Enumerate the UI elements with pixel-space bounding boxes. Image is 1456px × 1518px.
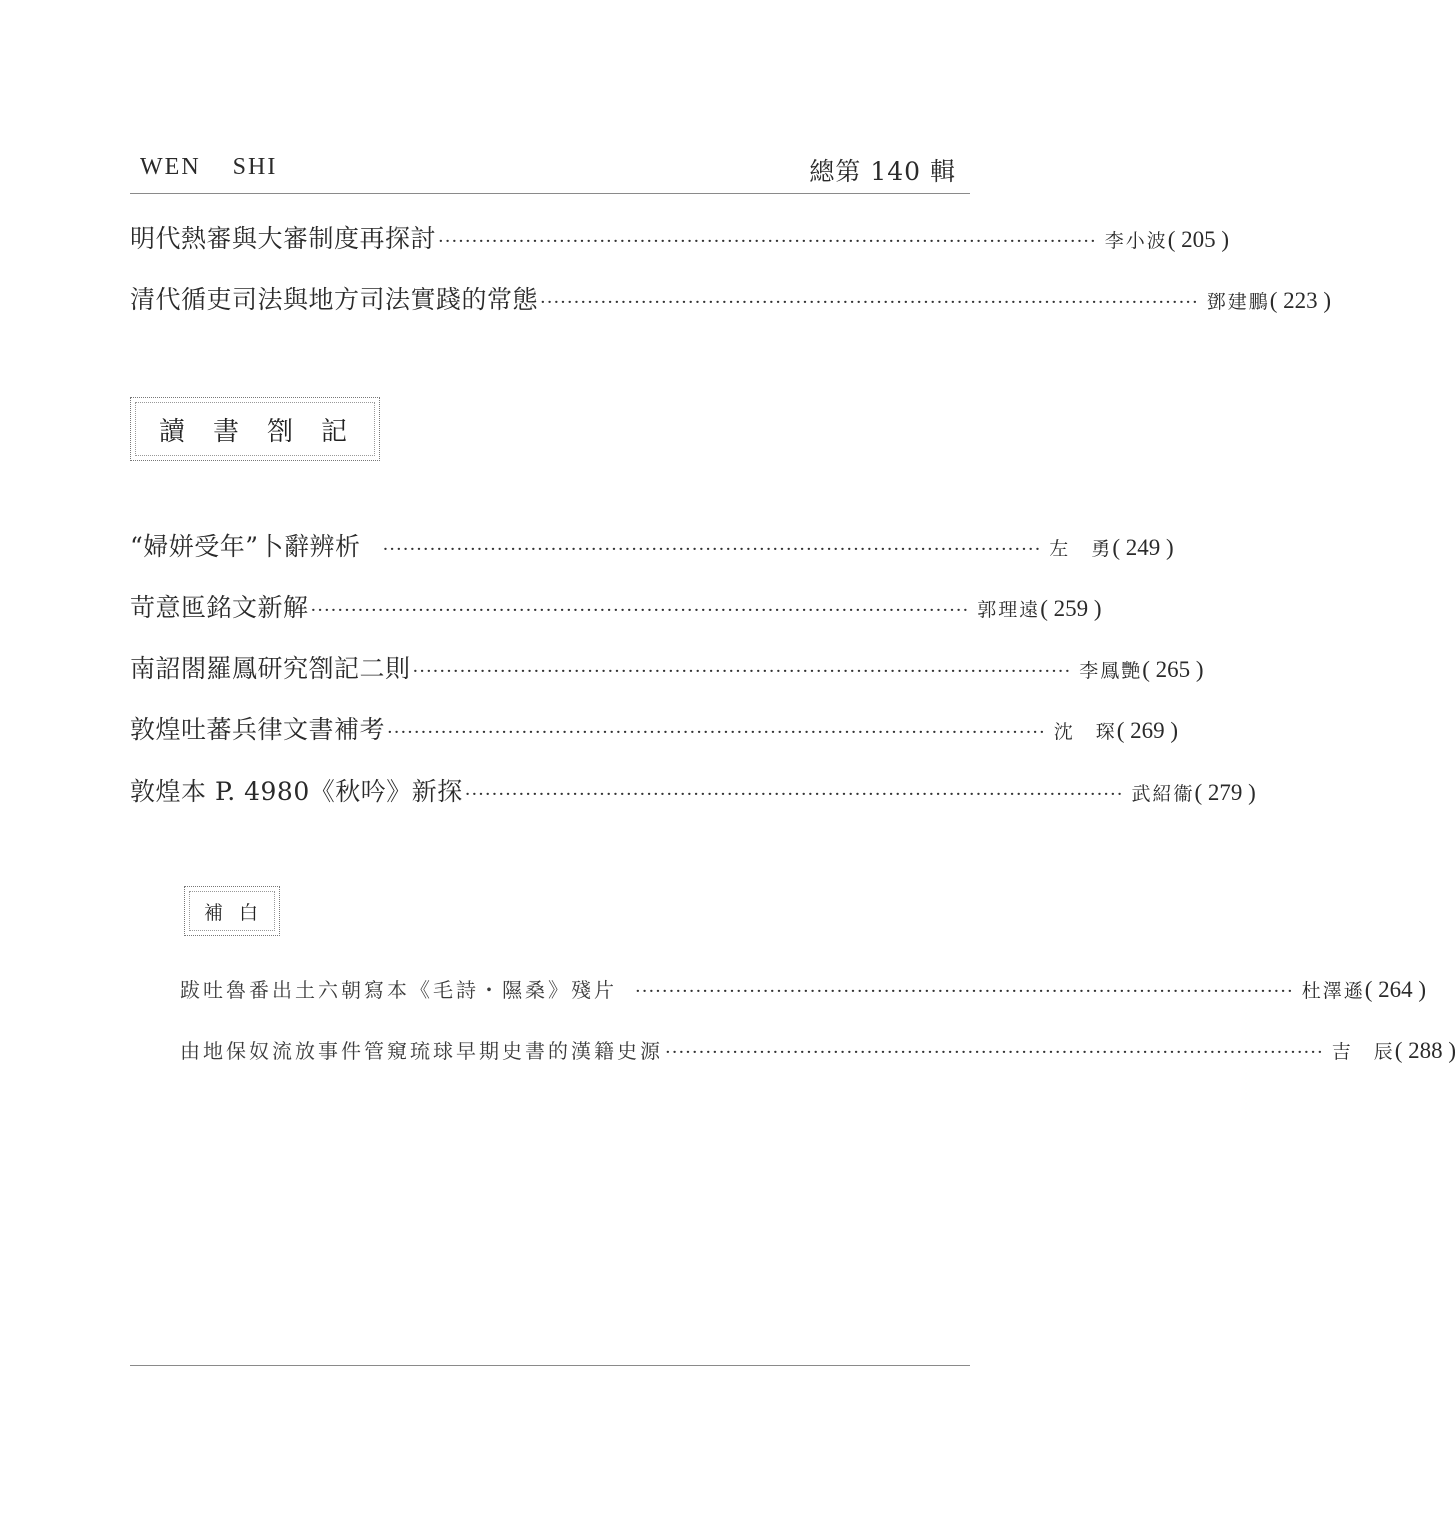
article-page: ( 223 ) bbox=[1269, 288, 1332, 313]
dot-leader: ·································································································· bbox=[387, 722, 1046, 743]
section-heading-reading-notes bbox=[130, 397, 380, 461]
dot-leader: ·································································································· bbox=[310, 600, 970, 621]
article-author: 沈 琛 bbox=[1053, 721, 1117, 743]
running-header bbox=[130, 150, 970, 190]
issue-number: 總第 140 輯 bbox=[809, 157, 956, 186]
article-page: ( 288 ) bbox=[1394, 1038, 1456, 1063]
article-author: 吉 辰 bbox=[1331, 1041, 1395, 1063]
article-title: 明代熱審與大審制度再探討 bbox=[130, 224, 437, 253]
journal-name: WEN SHI bbox=[140, 154, 278, 180]
toc-entry[interactable] bbox=[180, 974, 1427, 1010]
article-author: 郭理遠 bbox=[977, 599, 1041, 621]
footer-rule bbox=[130, 1365, 970, 1366]
article-page: ( 259 ) bbox=[1040, 596, 1102, 621]
article-title: 南詔閤羅鳳研究劄記二則 bbox=[130, 654, 411, 683]
dot-leader: ·································································································· bbox=[665, 1042, 1324, 1063]
header-rule bbox=[130, 193, 970, 194]
article-page: ( 265 ) bbox=[1142, 657, 1204, 682]
dot-leader: ·································································································· bbox=[382, 539, 1042, 560]
toc-entry[interactable] bbox=[130, 280, 1332, 316]
section-heading-filler bbox=[184, 886, 280, 936]
article-page: ( 249 ) bbox=[1112, 535, 1174, 560]
dot-leader: ·································································································· bbox=[464, 784, 1124, 805]
article-author: 左 勇 bbox=[1049, 538, 1113, 560]
article-title: 清代循吏司法與地方司法實踐的常態 bbox=[130, 285, 539, 314]
article-title: 跋吐魯番出土六朝寫本《毛詩・隰桑》殘片 bbox=[180, 978, 617, 1002]
article-author: 杜澤遜 bbox=[1301, 980, 1365, 1002]
dot-leader: ·································································································· bbox=[412, 661, 1072, 682]
toc-entry[interactable] bbox=[130, 710, 1179, 746]
toc-entry[interactable] bbox=[130, 772, 1256, 808]
section-label: 讀書劄記 bbox=[158, 416, 375, 447]
article-author: 李鳳艷 bbox=[1079, 660, 1143, 682]
article-title: “婦姘受年”卜辭辨析 bbox=[130, 532, 361, 561]
article-page: ( 269 ) bbox=[1116, 718, 1179, 743]
toc-entry[interactable] bbox=[180, 1035, 1456, 1071]
article-title: 苛意匜銘文新解 bbox=[130, 593, 309, 622]
toc-entry[interactable] bbox=[130, 649, 1204, 685]
article-author: 武紹衞 bbox=[1131, 783, 1195, 805]
article-author: 鄧建鵬 bbox=[1206, 291, 1270, 313]
section-label: 補白 bbox=[203, 901, 274, 924]
dot-leader: ·································································································· bbox=[540, 292, 1199, 313]
article-author: 李小波 bbox=[1104, 230, 1168, 252]
article-title: 敦煌本 P. 4980《秋吟》新探 bbox=[130, 777, 463, 806]
dot-leader: ·································································································· bbox=[438, 231, 1097, 252]
toc-entry[interactable] bbox=[130, 527, 1174, 563]
toc-entry[interactable] bbox=[130, 588, 1102, 624]
dot-leader: ·································································································· bbox=[635, 981, 1294, 1002]
article-title: 敦煌吐蕃兵律文書補考 bbox=[130, 715, 386, 744]
article-title: 由地保奴流放事件管窺琉球早期史書的漢籍史源 bbox=[180, 1039, 663, 1063]
article-page: ( 264 ) bbox=[1364, 977, 1427, 1002]
article-page: ( 205 ) bbox=[1167, 227, 1230, 252]
article-page: ( 279 ) bbox=[1194, 780, 1256, 805]
toc-entry[interactable] bbox=[130, 219, 1230, 255]
